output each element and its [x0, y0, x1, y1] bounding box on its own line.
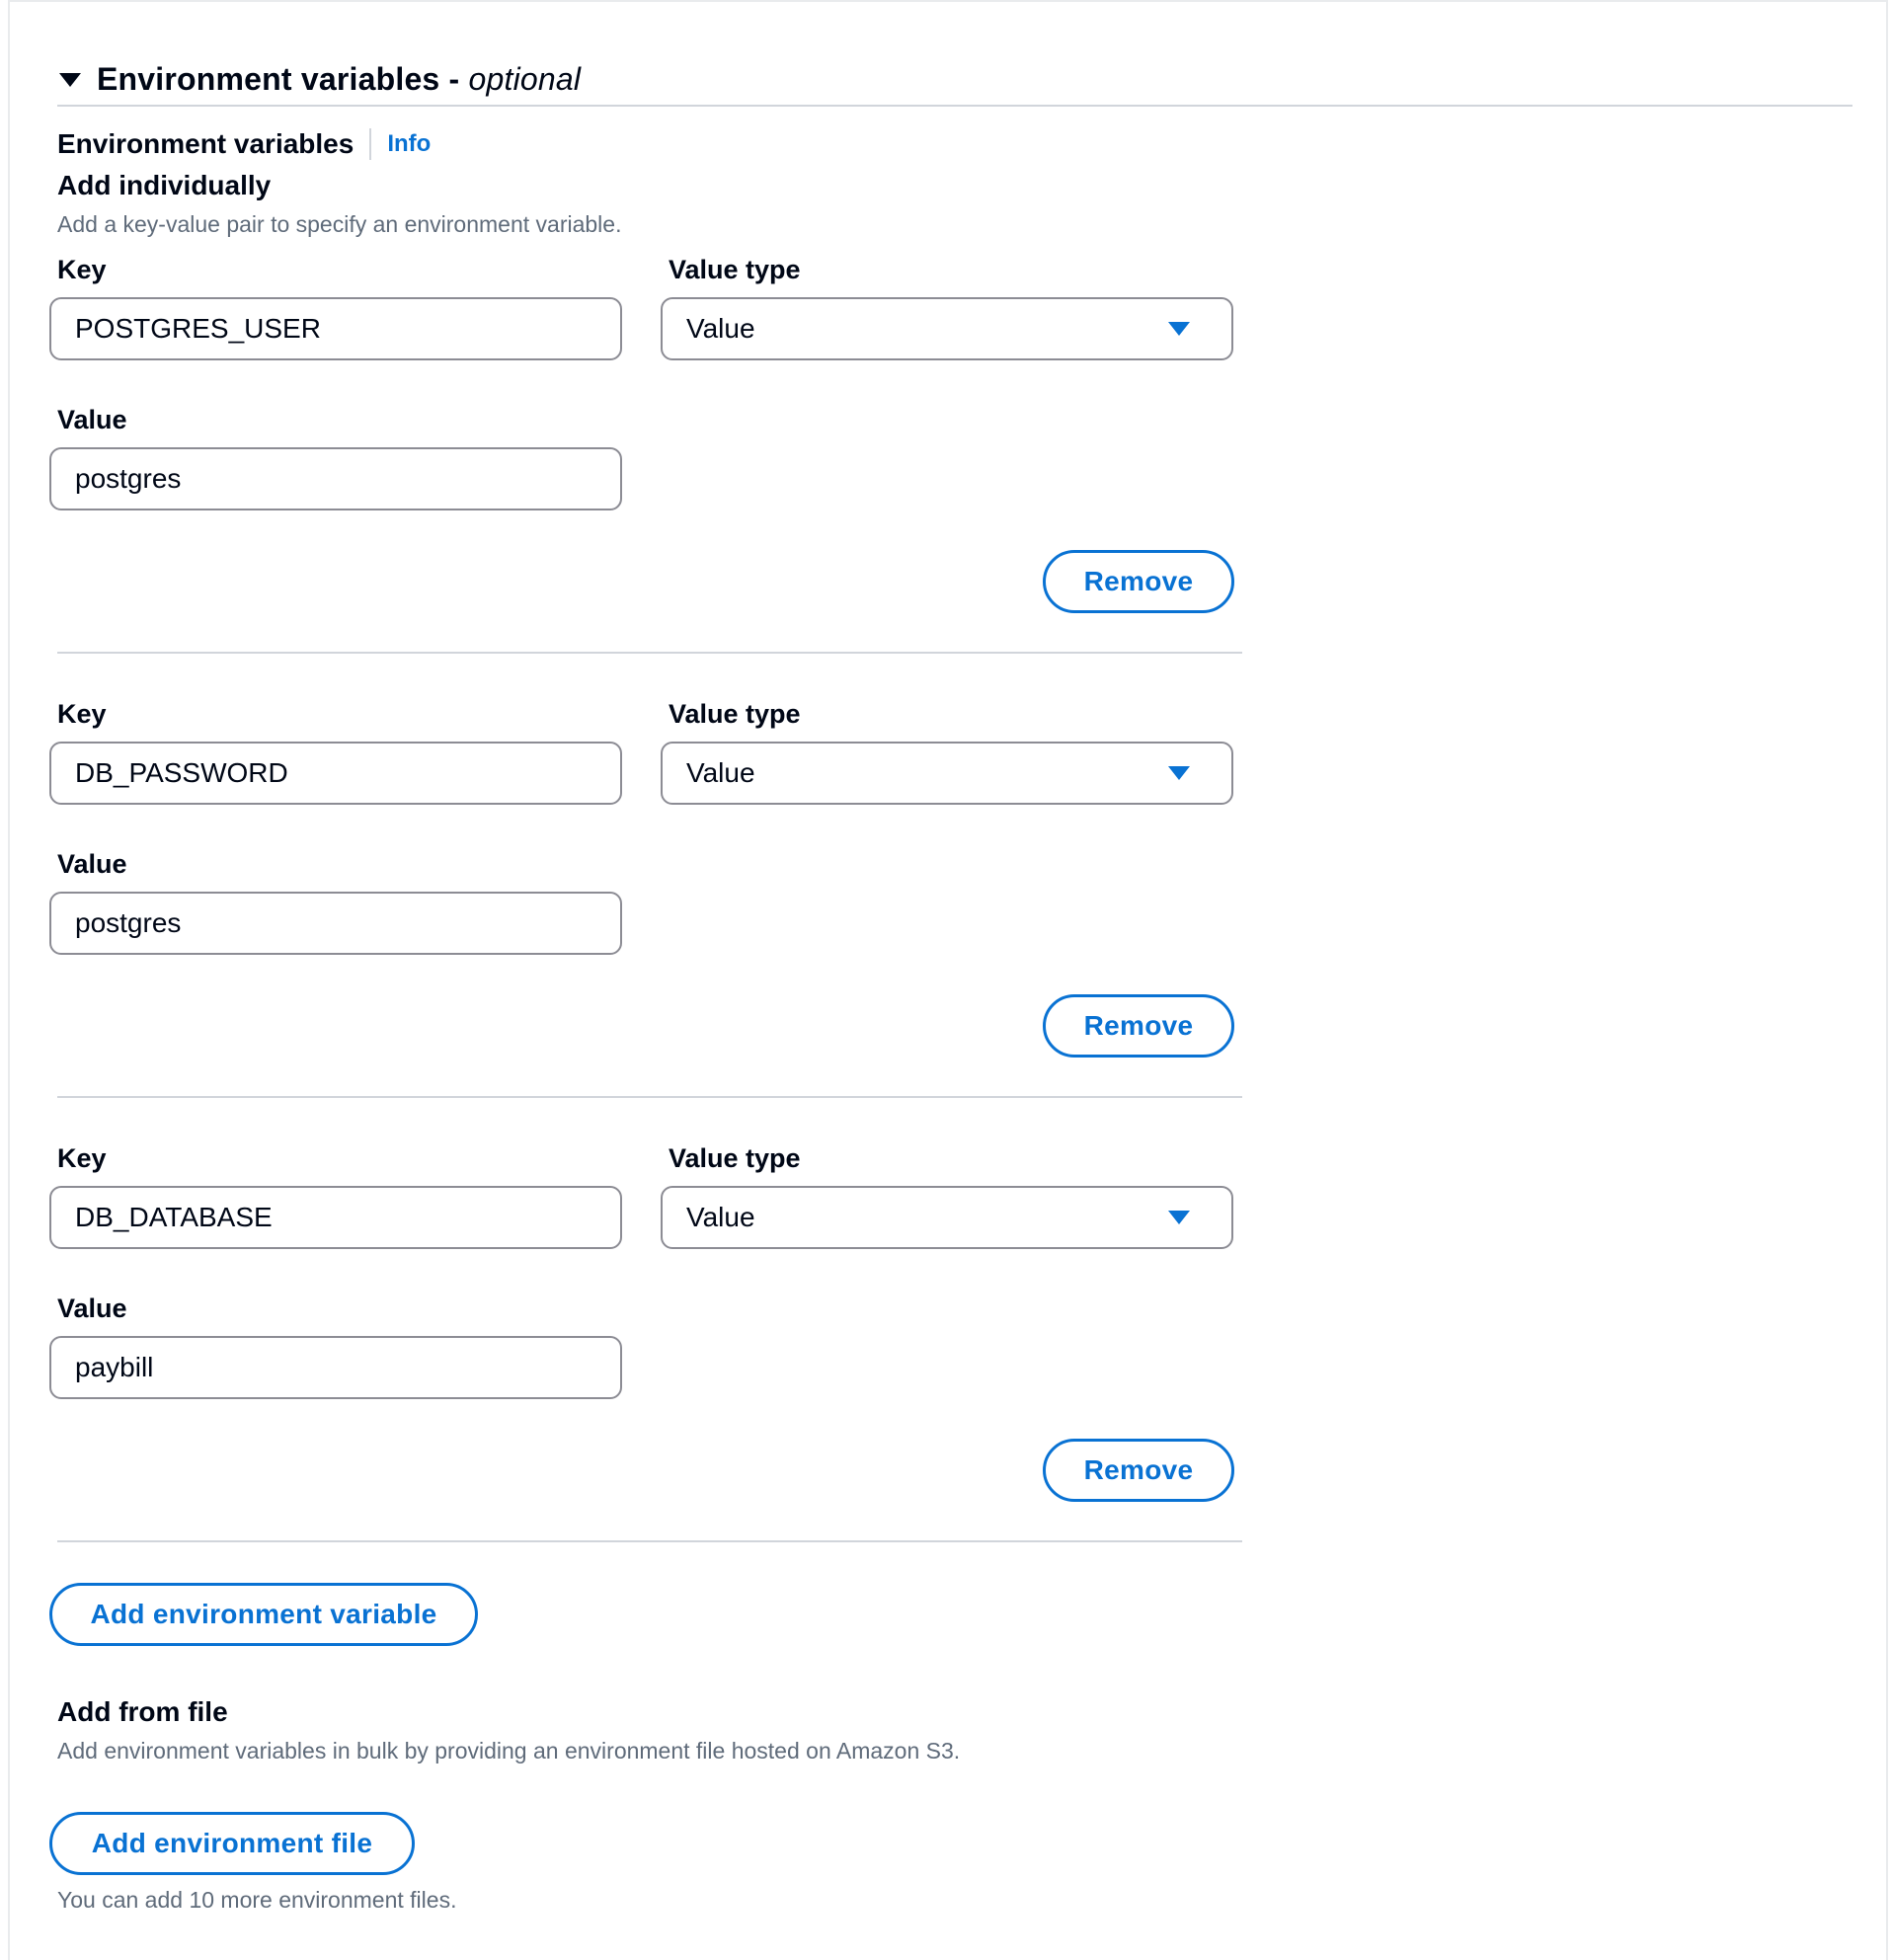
value-type-selected: Value	[686, 1202, 755, 1232]
add-environment-file-button[interactable]: Add environment file	[49, 1812, 415, 1875]
label-separator	[369, 128, 371, 160]
caret-down-icon	[1168, 766, 1190, 780]
remove-button[interactable]: Remove	[1043, 1439, 1234, 1502]
caret-down-icon	[1168, 1211, 1190, 1224]
value-label: Value	[57, 849, 127, 879]
add-from-file-title: Add from file	[57, 1696, 228, 1727]
key-label: Key	[57, 255, 107, 284]
add-environment-variable-button[interactable]: Add environment variable	[49, 1583, 478, 1646]
env-variables-label: Environment variables	[57, 128, 354, 159]
optional-label: optional	[468, 60, 582, 97]
key-label: Key	[57, 1143, 107, 1173]
value-type-selected: Value	[686, 757, 755, 788]
value-label: Value	[57, 405, 127, 434]
caret-down-icon[interactable]	[59, 73, 81, 87]
row-divider	[57, 652, 1242, 654]
add-individually-description: Add a key-value pair to specify an environment variable.	[57, 211, 622, 237]
value-label: Value	[57, 1294, 127, 1323]
value-input[interactable]	[49, 892, 622, 955]
environment-variables-panel	[8, 0, 1888, 1960]
env-label-row	[57, 124, 431, 164]
key-input[interactable]	[49, 742, 622, 805]
value-type-select[interactable]	[661, 1186, 1233, 1249]
section-title-text: Environment variables	[97, 60, 440, 97]
row-divider	[57, 1096, 1242, 1098]
add-individually-title: Add individually	[57, 170, 272, 200]
caret-down-icon	[1168, 322, 1190, 336]
value-type-select[interactable]	[661, 297, 1233, 360]
info-link[interactable]: Info	[387, 130, 432, 157]
key-input[interactable]	[49, 297, 622, 360]
value-input[interactable]	[49, 1336, 622, 1399]
section-title-separator: -	[448, 60, 460, 97]
value-type-selected: Value	[686, 313, 755, 344]
row-divider	[57, 1540, 1242, 1542]
key-input[interactable]	[49, 1186, 622, 1249]
add-from-file-description: Add environment variables in bulk by providing an environment file hosted on Amazon S3.	[57, 1738, 961, 1764]
value-type-label: Value type	[669, 1143, 801, 1173]
section-header-toggle[interactable]	[59, 53, 581, 105]
value-type-select[interactable]	[661, 742, 1233, 805]
value-input[interactable]	[49, 447, 622, 510]
files-remaining-note: You can add 10 more environment files.	[57, 1887, 457, 1913]
value-type-label: Value type	[669, 255, 801, 284]
header-divider	[57, 105, 1852, 107]
remove-button[interactable]: Remove	[1043, 994, 1234, 1058]
value-type-label: Value type	[669, 699, 801, 729]
remove-button[interactable]: Remove	[1043, 550, 1234, 613]
key-label: Key	[57, 699, 107, 729]
section-title	[97, 61, 581, 98]
